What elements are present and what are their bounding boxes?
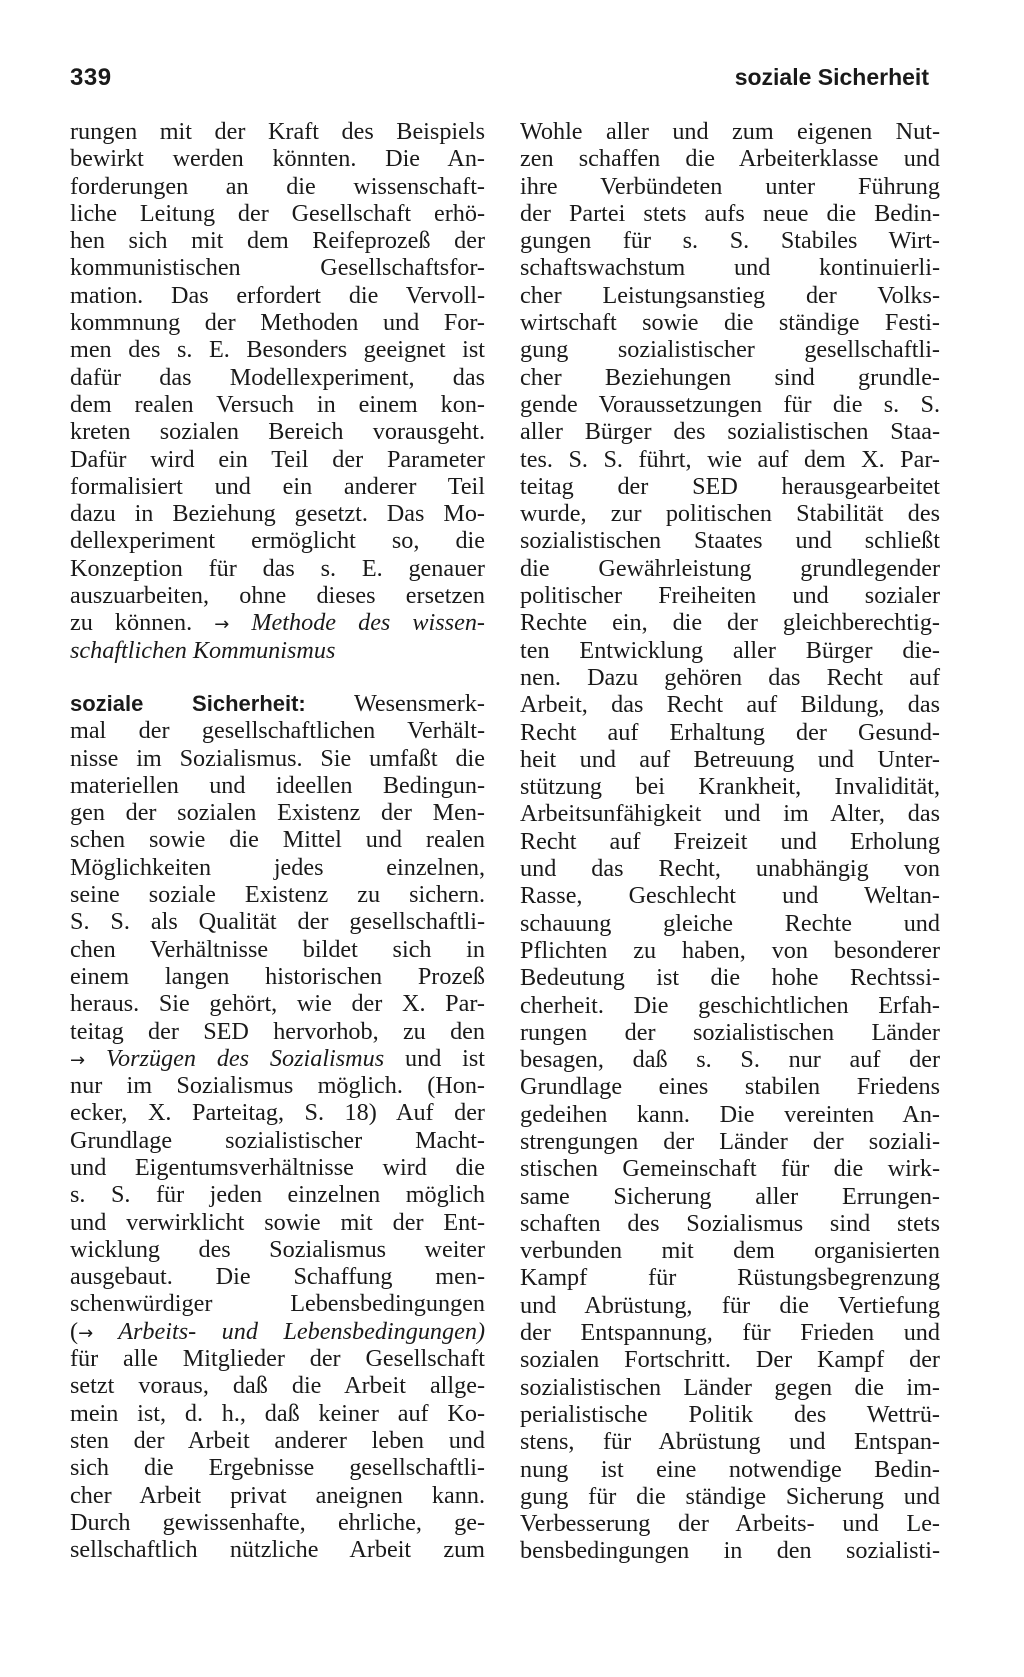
text-line: gung für die ständige Sicherung und bbox=[520, 1482, 940, 1510]
text-line: Dafür wird ein Teil der Parameter bbox=[70, 445, 485, 473]
text-line: kommunistischen Gesellschaftsfor- bbox=[70, 254, 485, 282]
text-line: wurde, zur politischen Stabilität des bbox=[520, 500, 940, 528]
cross-reference-arrow-icon: → bbox=[70, 1049, 86, 1071]
text-line: nung ist eine notwendige Bedin- bbox=[520, 1455, 940, 1483]
text-line: für alle Mitglieder der Gesellschaft bbox=[70, 1345, 485, 1373]
text-line: Möglichkeiten jedes einzelnen, bbox=[70, 853, 485, 881]
text-line: nen. Dazu gehören das Recht auf bbox=[520, 663, 940, 691]
text-line: sozialen Fortschritt. Der Kampf der bbox=[520, 1346, 940, 1374]
text-line: wirtschaft sowie die ständige Festi- bbox=[520, 309, 940, 337]
text-line: kreten sozialen Bereich vorausgeht. bbox=[70, 418, 485, 446]
text-line: der Entspannung, für Frieden und bbox=[520, 1319, 940, 1347]
text-line: gende Voraussetzungen für die s. S. bbox=[520, 390, 940, 418]
text-line: aller Bürger des sozialistischen Staa- bbox=[520, 418, 940, 446]
text-line: strengungen der Länder der soziali- bbox=[520, 1127, 940, 1155]
text-line: schauung gleiche Rechte und bbox=[520, 909, 940, 937]
text-line: dem realen Versuch in einem kon- bbox=[70, 390, 485, 418]
paragraph-soziale-sicherheit-continued bbox=[520, 118, 940, 1565]
text-line: cher Leistungsanstieg der Volks- bbox=[520, 281, 940, 309]
text-line: und das Recht, unabhängig von bbox=[520, 855, 940, 883]
text-line: setzt voraus, daß die Arbeit allge- bbox=[70, 1372, 485, 1400]
text-line: sozialistischen Staates und schließt bbox=[520, 527, 940, 555]
text-line: bensbedingungen in den sozialisti- bbox=[520, 1537, 940, 1565]
text-line: Durch gewissenhafte, ehrliche, ge- bbox=[70, 1508, 485, 1536]
text-line: Konzeption für das s. E. genauer bbox=[70, 554, 485, 582]
text-line: Bedeutung ist die hohe Rechtssi- bbox=[520, 964, 940, 992]
text-line: Rechte ein, die der gleichberechtig- bbox=[520, 609, 940, 637]
text-line: heraus. Sie gehört, wie der X. Par- bbox=[70, 990, 485, 1018]
text-line: Recht auf Freizeit und Erholung bbox=[520, 827, 940, 855]
paragraph-soziale-sicherheit-a bbox=[70, 717, 485, 1045]
text-line: perialistische Politik des Wettrü- bbox=[520, 1400, 940, 1428]
cross-reference: Arbeits- und Lebensbedingungen bbox=[93, 1317, 477, 1345]
text-line: ausgebaut. Die Schaffung men- bbox=[70, 1263, 485, 1291]
text-line: (→ Arbeits- und Lebensbedingungen) bbox=[70, 1317, 485, 1345]
entry-heading-line: soziale Sicherheit: Wesensmerk- bbox=[70, 689, 485, 717]
text-line: stützung bei Krankheit, Invalidität, bbox=[520, 773, 940, 801]
cross-reference: Methode des wissen- bbox=[229, 609, 485, 637]
left-column bbox=[70, 118, 485, 1563]
text-line: mal der gesellschaftlichen Verhält- bbox=[70, 717, 485, 745]
text-line: wicklung des Sozialismus weiter bbox=[70, 1235, 485, 1263]
text-line: gungen für s. S. Stabiles Wirt- bbox=[520, 227, 940, 255]
text-line: heit und auf Betreuung und Unter- bbox=[520, 745, 940, 773]
text-line: hen sich mit dem Reifeprozeß der bbox=[70, 227, 485, 255]
text-line: Grundlage sozialistischer Macht- bbox=[70, 1126, 485, 1154]
text-line: same Sicherung aller Errungen- bbox=[520, 1182, 940, 1210]
text-line: cherheit. Die geschichtlichen Erfah- bbox=[520, 991, 940, 1019]
text-line: gen der sozialen Existenz der Men- bbox=[70, 799, 485, 827]
text-line: Kampf für Rüstungsbegrenzung bbox=[520, 1264, 940, 1292]
text-line: Pflichten zu haben, von besonderer bbox=[520, 936, 940, 964]
text-line: schen sowie die Mittel und realen bbox=[70, 826, 485, 854]
entry-separator bbox=[70, 664, 485, 690]
text-line: sellschaftlich nützliche Arbeit zum bbox=[70, 1536, 485, 1564]
text-line: dafür das Modellexperiment, das bbox=[70, 363, 485, 391]
text-line: rungen mit der Kraft des Beispiels bbox=[70, 118, 485, 145]
text-line: Grundlage eines stabilen Friedens bbox=[520, 1073, 940, 1101]
text-line: formalisiert und ein anderer Teil bbox=[70, 472, 485, 500]
text-line bbox=[70, 637, 485, 664]
text-line: Verbesserung der Arbeits- und Le- bbox=[520, 1510, 940, 1538]
text-line: politischer Freiheiten und sozialer bbox=[520, 582, 940, 610]
text-line: sich die Ergebnisse gesellschaftli- bbox=[70, 1454, 485, 1482]
text-line: und Eigentumsverhältnisse wird die bbox=[70, 1153, 485, 1181]
text-line: gung sozialistischer gesellschaftli- bbox=[520, 336, 940, 364]
text-line: dazu in Beziehung gesetzt. Das Mo- bbox=[70, 500, 485, 528]
cross-reference-arrow-icon: → bbox=[214, 614, 230, 636]
text-line: kommnung der Methoden und For- bbox=[70, 309, 485, 337]
text-line: bewirkt werden könnten. Die An- bbox=[70, 145, 485, 173]
running-head: soziale Sicherheit bbox=[734, 64, 929, 90]
text-line: → Vorzügen des Sozialismus und ist bbox=[70, 1044, 485, 1072]
text-line: der Partei stets aufs neue die Bedin- bbox=[520, 199, 940, 227]
text-line: rungen der sozialistischen Länder bbox=[520, 1018, 940, 1046]
text-line: nisse im Sozialismus. Sie umfaßt die bbox=[70, 744, 485, 772]
text-line: ten Entwicklung aller Bürger die- bbox=[520, 636, 940, 664]
text-line: materiellen und ideellen Bedingun- bbox=[70, 771, 485, 799]
text-line: die Gewährleistung grundlegender bbox=[520, 554, 940, 582]
text-line: Wohle aller und zum eigenen Nut- bbox=[520, 118, 940, 145]
text-line: sten der Arbeit anderer leben und bbox=[70, 1426, 485, 1454]
text-line: Recht auf Erhaltung der Gesund- bbox=[520, 718, 940, 746]
text-line: s. S. für jeden einzelnen möglich bbox=[70, 1181, 485, 1209]
text-line: zen schaffen die Arbeiterklasse und bbox=[520, 145, 940, 173]
cross-reference-arrow-icon: → bbox=[78, 1322, 94, 1344]
text-line: ecker, X. Parteitag, S. 18) Auf der bbox=[70, 1099, 485, 1127]
paragraph-modellexperiment bbox=[70, 118, 485, 609]
text-line: Rasse, Geschlecht und Weltan- bbox=[520, 882, 940, 910]
text-line: und Abrüstung, für die Vertiefung bbox=[520, 1291, 940, 1319]
text-line: seine soziale Existenz zu sichern. bbox=[70, 881, 485, 909]
text-line: dellexperiment ermöglicht so, die bbox=[70, 527, 485, 555]
text-line: schaftswachstum und kontinuierli- bbox=[520, 254, 940, 282]
text-line: ihre Verbündeten unter Führung bbox=[520, 172, 940, 200]
text-line: S. S. als Qualität der gesellschaftli- bbox=[70, 908, 485, 936]
text-line: schenwürdiger Lebensbedingungen bbox=[70, 1290, 485, 1318]
cross-reference: Vorzügen des Sozialismus bbox=[85, 1044, 385, 1072]
text-line: stens, für Abrüstung und Entspan- bbox=[520, 1428, 940, 1456]
text-line: sozialistischen Länder gegen die im- bbox=[520, 1373, 940, 1401]
text-line: tes. S. S. führt, wie auf dem X. Par- bbox=[520, 445, 940, 473]
text-line: liche Leitung der Gesellschaft erhö- bbox=[70, 199, 485, 227]
text-line: cher Beziehungen sind grundle- bbox=[520, 363, 940, 391]
right-column bbox=[520, 118, 940, 1565]
cross-reference: schaftlichen Kommunismus bbox=[70, 636, 336, 664]
text-line: einem langen historischen Prozeß bbox=[70, 962, 485, 990]
text-line: forderungen an die wissenschaft- bbox=[70, 172, 485, 200]
paragraph-soziale-sicherheit-c bbox=[70, 1345, 485, 1563]
text-line: nur im Sozialismus möglich. (Hon- bbox=[70, 1072, 485, 1100]
text-line: besagen, daß s. S. nur auf der bbox=[520, 1046, 940, 1074]
text-line: chen Verhältnisse bildet sich in bbox=[70, 935, 485, 963]
page-number: 339 bbox=[70, 64, 112, 91]
entry-term: soziale Sicherheit: bbox=[70, 690, 306, 716]
text-line: gedeihen kann. Die vereinten An- bbox=[520, 1100, 940, 1128]
text-line: teitag der SED herausgearbeitet bbox=[520, 472, 940, 500]
text-line: cher Arbeit privat aneignen kann. bbox=[70, 1481, 485, 1509]
text-line: schaften des Sozialismus sind stets bbox=[520, 1209, 940, 1237]
text-line: mein ist, d. h., daß keiner auf Ko- bbox=[70, 1399, 485, 1427]
text-line: auszuarbeiten, ohne dieses ersetzen bbox=[70, 582, 485, 610]
text-line: mation. Das erfordert die Vervoll- bbox=[70, 281, 485, 309]
paragraph-soziale-sicherheit-b bbox=[70, 1072, 485, 1318]
text-line: und verwirklicht sowie mit der Ent- bbox=[70, 1208, 485, 1236]
text-line: men des s. E. Besonders geeignet ist bbox=[70, 336, 485, 364]
text-line: Arbeitsunfähigkeit und im Alter, das bbox=[520, 800, 940, 828]
text-line: teitag der SED hervorhob, zu den bbox=[70, 1017, 485, 1045]
text-line: zu können. → Methode des wissen- bbox=[70, 609, 485, 637]
text-line: verbunden mit dem organisierten bbox=[520, 1237, 940, 1265]
text-line: stischen Gemeinschaft für die wirk- bbox=[520, 1155, 940, 1183]
text-line: Arbeit, das Recht auf Bildung, das bbox=[520, 691, 940, 719]
